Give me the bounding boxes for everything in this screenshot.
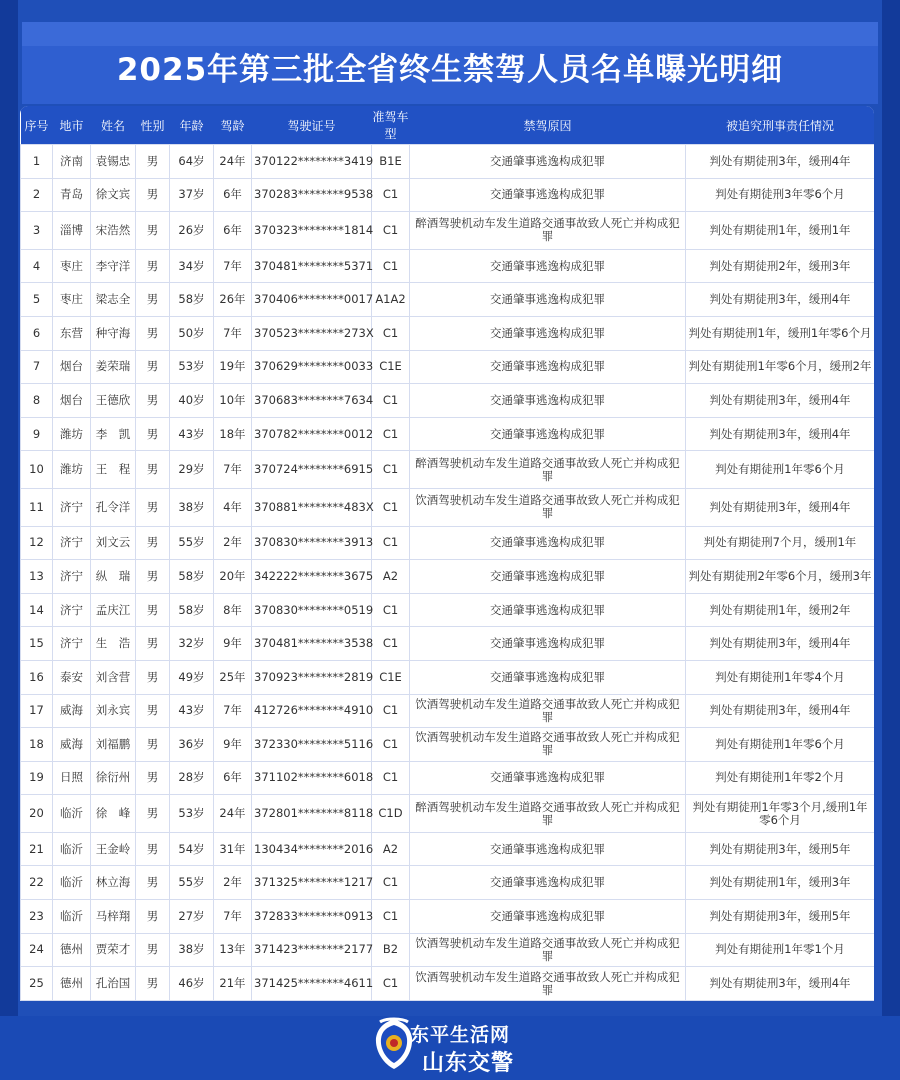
license-class-cell: C1E <box>372 350 410 384</box>
gender-cell: 男 <box>136 900 170 934</box>
gender-cell: 男 <box>136 417 170 451</box>
ban-reason-cell: 交通肇事逃逸构成犯罪 <box>410 417 686 451</box>
criminal-penalty-cell: 判处有期徒刑2年，缓刑3年 <box>686 249 875 283</box>
person-name-cell: 徐衍州 <box>91 761 136 795</box>
row-number-cell: 19 <box>21 761 53 795</box>
ban-reason-cell: 交通肇事逃逸构成犯罪 <box>410 593 686 627</box>
row-number-cell: 10 <box>21 451 53 489</box>
license-number-cell: 370406********0017 <box>252 283 372 317</box>
license-number-cell: 370523********273X <box>252 316 372 350</box>
city-cell: 威海 <box>53 694 91 728</box>
license-number-cell: 370724********6915 <box>252 451 372 489</box>
city-cell: 济南 <box>53 145 91 179</box>
license-number-cell: 372330********5116 <box>252 728 372 762</box>
license-number-cell: 370782********0012 <box>252 417 372 451</box>
license-class-cell: C1 <box>372 178 410 212</box>
license-number-cell: 372833********0913 <box>252 900 372 934</box>
criminal-penalty-cell: 判处有期徒刑1年零6个月 <box>686 728 875 762</box>
ban-reason-cell: 交通肇事逃逸构成犯罪 <box>410 627 686 661</box>
criminal-penalty-cell: 判处有期徒刑3年，缓刑4年 <box>686 488 875 526</box>
license-class-cell: C1 <box>372 694 410 728</box>
driving-years-cell: 24年 <box>214 145 252 179</box>
city-cell: 枣庄 <box>53 249 91 283</box>
driving-years-cell: 10年 <box>214 384 252 418</box>
license-class-cell: C1 <box>372 316 410 350</box>
age-cell: 26岁 <box>170 212 214 250</box>
license-number-cell: 371325********1217 <box>252 866 372 900</box>
ban-reason-cell: 交通肇事逃逸构成犯罪 <box>410 249 686 283</box>
license-class-cell: C1E <box>372 660 410 694</box>
row-number-cell: 25 <box>21 967 53 1001</box>
license-number-cell: 370683********7634 <box>252 384 372 418</box>
person-name-cell: 刘含营 <box>91 660 136 694</box>
criminal-penalty-cell: 判处有期徒刑1年，缓刑1年 <box>686 212 875 250</box>
row-number-cell: 8 <box>21 384 53 418</box>
license-number-cell: 370830********0519 <box>252 593 372 627</box>
driving-years-cell: 8年 <box>214 593 252 627</box>
city-cell: 济宁 <box>53 593 91 627</box>
criminal-penalty-cell: 判处有期徒刑3年，缓刑4年 <box>686 627 875 661</box>
criminal-penalty-cell: 判处有期徒刑3年，缓刑4年 <box>686 384 875 418</box>
license-class-cell: C1 <box>372 866 410 900</box>
license-number-cell: 370323********1814 <box>252 212 372 250</box>
age-cell: 43岁 <box>170 694 214 728</box>
row-number-cell: 24 <box>21 933 53 967</box>
city-cell: 临沂 <box>53 866 91 900</box>
table-row <box>21 145 875 179</box>
brand-name-top: 东平生活网 <box>410 1024 511 1046</box>
city-cell: 潍坊 <box>53 451 91 489</box>
table-row <box>21 795 875 833</box>
ban-reason-cell: 醉酒驾驶机动车发生道路交通事故致人死亡并构成犯罪 <box>410 212 686 250</box>
person-name-cell: 种守海 <box>91 316 136 350</box>
column-header: 地市 <box>59 118 84 133</box>
license-class-cell: C1 <box>372 488 410 526</box>
driving-years-cell: 26年 <box>214 283 252 317</box>
column-header: 性别 <box>140 118 165 133</box>
age-cell: 27岁 <box>170 900 214 934</box>
table-row <box>21 593 875 627</box>
table-row <box>21 384 875 418</box>
person-name-cell: 袁锡忠 <box>91 145 136 179</box>
row-number-cell: 7 <box>21 350 53 384</box>
city-cell: 淄博 <box>53 212 91 250</box>
license-number-cell: 370283********9538 <box>252 178 372 212</box>
column-header: 驾龄 <box>220 118 245 133</box>
driving-years-cell: 7年 <box>214 316 252 350</box>
table-row <box>21 866 875 900</box>
license-class-cell: B1E <box>372 145 410 179</box>
city-cell: 临沂 <box>53 900 91 934</box>
age-cell: 34岁 <box>170 249 214 283</box>
license-class-cell: C1 <box>372 728 410 762</box>
driving-years-cell: 7年 <box>214 249 252 283</box>
license-number-cell: 130434********2016 <box>252 832 372 866</box>
person-name-cell: 马梓翔 <box>91 900 136 934</box>
driving-years-cell: 31年 <box>214 832 252 866</box>
gender-cell: 男 <box>136 967 170 1001</box>
ban-reason-cell: 交通肇事逃逸构成犯罪 <box>410 316 686 350</box>
criminal-penalty-cell: 判处有期徒刑1年，缓刑1年零6个月 <box>686 316 875 350</box>
criminal-penalty-cell: 判处有期徒刑3年，缓刑4年 <box>686 967 875 1001</box>
brand-name-bottom: 山东交警 <box>422 1051 515 1076</box>
ban-reason-cell: 交通肇事逃逸构成犯罪 <box>410 866 686 900</box>
ban-reason-cell: 交通肇事逃逸构成犯罪 <box>410 526 686 560</box>
table-row <box>21 488 875 526</box>
table-row <box>21 212 875 250</box>
age-cell: 55岁 <box>170 526 214 560</box>
city-cell: 枣庄 <box>53 283 91 317</box>
license-number-cell: 370629********0033 <box>252 350 372 384</box>
ban-reason-cell: 饮酒驾驶机动车发生道路交通事故致人死亡并构成犯罪 <box>410 967 686 1001</box>
table-row <box>21 967 875 1001</box>
person-name-cell: 徐文宾 <box>91 178 136 212</box>
row-number-cell: 16 <box>21 660 53 694</box>
license-number-cell: 372801********8118 <box>252 795 372 833</box>
person-name-cell: 李守洋 <box>91 249 136 283</box>
column-header: 禁驾原因 <box>523 118 572 133</box>
criminal-penalty-cell: 判处有期徒刑1年零6个月，缓刑2年 <box>686 350 875 384</box>
license-number-cell: 370481********5371 <box>252 249 372 283</box>
gender-cell: 男 <box>136 660 170 694</box>
person-name-cell: 王金岭 <box>91 832 136 866</box>
city-cell: 德州 <box>53 933 91 967</box>
city-cell: 临沂 <box>53 795 91 833</box>
ban-reason-cell: 交通肇事逃逸构成犯罪 <box>410 560 686 594</box>
row-number-cell: 9 <box>21 417 53 451</box>
person-name-cell: 生 浩 <box>91 627 136 661</box>
ban-reason-cell: 交通肇事逃逸构成犯罪 <box>410 178 686 212</box>
table-row <box>21 350 875 384</box>
table-row <box>21 728 875 762</box>
criminal-penalty-cell: 判处有期徒刑3年，缓刑4年 <box>686 417 875 451</box>
age-cell: 32岁 <box>170 627 214 661</box>
gender-cell: 男 <box>136 560 170 594</box>
license-number-cell: 370830********3913 <box>252 526 372 560</box>
criminal-penalty-cell: 判处有期徒刑3年，缓刑5年 <box>686 832 875 866</box>
ban-reason-cell: 交通肇事逃逸构成犯罪 <box>410 660 686 694</box>
driving-years-cell: 7年 <box>214 451 252 489</box>
age-cell: 49岁 <box>170 660 214 694</box>
age-cell: 55岁 <box>170 866 214 900</box>
gender-cell: 男 <box>136 694 170 728</box>
table-body <box>21 145 875 1001</box>
city-cell: 济宁 <box>53 627 91 661</box>
city-cell: 青岛 <box>53 178 91 212</box>
criminal-penalty-cell: 判处有期徒刑3年，缓刑4年 <box>686 145 875 179</box>
column-header: 序号 <box>24 118 49 133</box>
person-name-cell: 李 凯 <box>91 417 136 451</box>
person-name-cell: 梁志全 <box>91 283 136 317</box>
license-class-cell: C1 <box>372 900 410 934</box>
license-class-cell: A2 <box>372 832 410 866</box>
table-row <box>21 627 875 661</box>
gender-cell: 男 <box>136 832 170 866</box>
license-class-cell: C1 <box>372 451 410 489</box>
row-number-cell: 2 <box>21 178 53 212</box>
row-number-cell: 12 <box>21 526 53 560</box>
column-header: 驾驶证号 <box>287 118 336 133</box>
table-row <box>21 694 875 728</box>
license-number-cell: 370481********3538 <box>252 627 372 661</box>
driving-years-cell: 4年 <box>214 488 252 526</box>
driving-years-cell: 9年 <box>214 728 252 762</box>
gender-cell: 男 <box>136 593 170 627</box>
person-name-cell: 纵 瑞 <box>91 560 136 594</box>
age-cell: 40岁 <box>170 384 214 418</box>
person-name-cell: 刘文云 <box>91 526 136 560</box>
gender-cell: 男 <box>136 384 170 418</box>
age-cell: 54岁 <box>170 832 214 866</box>
license-number-cell: 371102********6018 <box>252 761 372 795</box>
gender-cell: 男 <box>136 933 170 967</box>
left-border-decoration <box>0 0 18 1080</box>
table-row <box>21 560 875 594</box>
right-border-decoration <box>882 0 900 1080</box>
table-row <box>21 761 875 795</box>
license-class-cell: B2 <box>372 933 410 967</box>
table-row <box>21 283 875 317</box>
license-class-cell: C1 <box>372 212 410 250</box>
row-number-cell: 5 <box>21 283 53 317</box>
gender-cell: 男 <box>136 451 170 489</box>
city-cell: 潍坊 <box>53 417 91 451</box>
license-class-cell: C1 <box>372 627 410 661</box>
table-row <box>21 417 875 451</box>
city-cell: 济宁 <box>53 526 91 560</box>
row-number-cell: 17 <box>21 694 53 728</box>
driving-years-cell: 9年 <box>214 627 252 661</box>
city-cell: 泰安 <box>53 660 91 694</box>
table-row <box>21 526 875 560</box>
gender-cell: 男 <box>136 178 170 212</box>
person-name-cell: 刘永宾 <box>91 694 136 728</box>
row-number-cell: 11 <box>21 488 53 526</box>
criminal-penalty-cell: 判处有期徒刑1年，缓刑3年 <box>686 866 875 900</box>
gender-cell: 男 <box>136 866 170 900</box>
driving-years-cell: 20年 <box>214 560 252 594</box>
criminal-penalty-cell: 判处有期徒刑1年零2个月 <box>686 761 875 795</box>
person-name-cell: 贾荣才 <box>91 933 136 967</box>
age-cell: 37岁 <box>170 178 214 212</box>
city-cell: 临沂 <box>53 832 91 866</box>
ban-reason-cell: 交通肇事逃逸构成犯罪 <box>410 832 686 866</box>
person-name-cell: 徐 峰 <box>91 795 136 833</box>
gender-cell: 男 <box>136 795 170 833</box>
city-cell: 济宁 <box>53 488 91 526</box>
criminal-penalty-cell: 判处有期徒刑1年零6个月 <box>686 451 875 489</box>
row-number-cell: 4 <box>21 249 53 283</box>
ban-reason-cell: 饮酒驾驶机动车发生道路交通事故致人死亡并构成犯罪 <box>410 694 686 728</box>
city-cell: 烟台 <box>53 384 91 418</box>
age-cell: 38岁 <box>170 488 214 526</box>
driving-years-cell: 21年 <box>214 967 252 1001</box>
table-row <box>21 249 875 283</box>
criminal-penalty-cell: 判处有期徒刑1年零4个月 <box>686 660 875 694</box>
column-header: 年龄 <box>179 118 204 133</box>
age-cell: 58岁 <box>170 283 214 317</box>
age-cell: 38岁 <box>170 933 214 967</box>
gender-cell: 男 <box>136 249 170 283</box>
license-number-cell: 371425********4611 <box>252 967 372 1001</box>
gender-cell: 男 <box>136 627 170 661</box>
age-cell: 43岁 <box>170 417 214 451</box>
age-cell: 58岁 <box>170 560 214 594</box>
table-row <box>21 660 875 694</box>
license-number-cell: 412726********4910 <box>252 694 372 728</box>
gender-cell: 男 <box>136 316 170 350</box>
ban-reason-cell: 交通肇事逃逸构成犯罪 <box>410 384 686 418</box>
driving-years-cell: 25年 <box>214 660 252 694</box>
criminal-penalty-cell: 判处有期徒刑1年，缓刑2年 <box>686 593 875 627</box>
age-cell: 53岁 <box>170 795 214 833</box>
ban-reason-cell: 交通肇事逃逸构成犯罪 <box>410 350 686 384</box>
criminal-penalty-cell: 判处有期徒刑2年零6个月，缓刑3年 <box>686 560 875 594</box>
gender-cell: 男 <box>136 761 170 795</box>
table-row <box>21 933 875 967</box>
criminal-penalty-cell: 判处有期徒刑3年零6个月 <box>686 178 875 212</box>
gender-cell: 男 <box>136 488 170 526</box>
ban-reason-cell: 饮酒驾驶机动车发生道路交通事故致人死亡并构成犯罪 <box>410 728 686 762</box>
row-number-cell: 3 <box>21 212 53 250</box>
license-number-cell: 370923********2819 <box>252 660 372 694</box>
license-class-cell: C1D <box>372 795 410 833</box>
table-row <box>21 451 875 489</box>
row-number-cell: 20 <box>21 795 53 833</box>
criminal-penalty-cell: 判处有期徒刑3年，缓刑5年 <box>686 900 875 934</box>
license-class-cell: C1 <box>372 761 410 795</box>
row-number-cell: 6 <box>21 316 53 350</box>
age-cell: 53岁 <box>170 350 214 384</box>
row-number-cell: 14 <box>21 593 53 627</box>
ban-reason-cell: 交通肇事逃逸构成犯罪 <box>410 283 686 317</box>
ban-reason-cell: 交通肇事逃逸构成犯罪 <box>410 761 686 795</box>
city-cell: 日照 <box>53 761 91 795</box>
city-cell: 德州 <box>53 967 91 1001</box>
license-number-cell: 370881********483X <box>252 488 372 526</box>
row-number-cell: 18 <box>21 728 53 762</box>
row-number-cell: 13 <box>21 560 53 594</box>
criminal-penalty-cell: 判处有期徒刑1年零3个月,缓刑1年零6个月 <box>686 795 875 833</box>
person-name-cell: 刘福鹏 <box>91 728 136 762</box>
license-number-cell: 370122********3419 <box>252 145 372 179</box>
driving-years-cell: 7年 <box>214 694 252 728</box>
ban-reason-cell: 交通肇事逃逸构成犯罪 <box>410 145 686 179</box>
license-class-cell: C1 <box>372 249 410 283</box>
ban-reason-cell: 醉酒驾驶机动车发生道路交通事故致人死亡并构成犯罪 <box>410 795 686 833</box>
driving-years-cell: 6年 <box>214 212 252 250</box>
license-class-cell: C1 <box>372 417 410 451</box>
ban-reason-cell: 交通肇事逃逸构成犯罪 <box>410 900 686 934</box>
table-row <box>21 178 875 212</box>
person-name-cell: 宋浩然 <box>91 212 136 250</box>
license-class-cell: A2 <box>372 560 410 594</box>
driving-years-cell: 7年 <box>214 900 252 934</box>
table-row <box>21 832 875 866</box>
gender-cell: 男 <box>136 350 170 384</box>
criminal-penalty-cell: 判处有期徒刑1年零1个月 <box>686 933 875 967</box>
license-number-cell: 342222********3675 <box>252 560 372 594</box>
license-class-cell: C1 <box>372 593 410 627</box>
row-number-cell: 22 <box>21 866 53 900</box>
row-number-cell: 15 <box>21 627 53 661</box>
age-cell: 29岁 <box>170 451 214 489</box>
row-number-cell: 1 <box>21 145 53 179</box>
city-cell: 威海 <box>53 728 91 762</box>
license-class-cell: C1 <box>372 384 410 418</box>
driving-years-cell: 6年 <box>214 761 252 795</box>
person-name-cell: 王德欣 <box>91 384 136 418</box>
person-name-cell: 王 程 <box>91 451 136 489</box>
age-cell: 28岁 <box>170 761 214 795</box>
table-header-row <box>21 106 875 145</box>
age-cell: 36岁 <box>170 728 214 762</box>
person-name-cell: 孟庆江 <box>91 593 136 627</box>
column-header: 被追究刑事责任情况 <box>725 118 834 133</box>
person-name-cell: 林立海 <box>91 866 136 900</box>
driving-years-cell: 2年 <box>214 526 252 560</box>
city-cell: 东营 <box>53 316 91 350</box>
city-cell: 济宁 <box>53 560 91 594</box>
gender-cell: 男 <box>136 728 170 762</box>
person-name-cell: 孔令洋 <box>91 488 136 526</box>
gender-cell: 男 <box>136 212 170 250</box>
criminal-penalty-cell: 判处有期徒刑3年，缓刑4年 <box>686 694 875 728</box>
driving-years-cell: 13年 <box>214 933 252 967</box>
person-name-cell: 姜荣瑞 <box>91 350 136 384</box>
license-class-cell: C1 <box>372 526 410 560</box>
row-number-cell: 21 <box>21 832 53 866</box>
row-number-cell: 23 <box>21 900 53 934</box>
ban-list-table <box>20 106 874 1001</box>
driving-years-cell: 6年 <box>214 178 252 212</box>
age-cell: 46岁 <box>170 967 214 1001</box>
table-row <box>21 900 875 934</box>
driving-years-cell: 2年 <box>214 866 252 900</box>
license-number-cell: 371423********2177 <box>252 933 372 967</box>
city-cell: 烟台 <box>53 350 91 384</box>
license-class-cell: A1A2 <box>372 283 410 317</box>
age-cell: 64岁 <box>170 145 214 179</box>
gender-cell: 男 <box>136 283 170 317</box>
table-row <box>21 316 875 350</box>
ban-list-table-container <box>20 106 874 1001</box>
page-title: 2025年第三批全省终生禁驾人员名单曝光明细 <box>116 52 784 88</box>
criminal-penalty-cell: 判处有期徒刑3年，缓刑4年 <box>686 283 875 317</box>
column-header: 准驾车型 <box>372 110 409 141</box>
driving-years-cell: 19年 <box>214 350 252 384</box>
gender-cell: 男 <box>136 145 170 179</box>
column-header: 姓名 <box>100 118 125 133</box>
ban-reason-cell: 饮酒驾驶机动车发生道路交通事故致人死亡并构成犯罪 <box>410 488 686 526</box>
driving-years-cell: 18年 <box>214 417 252 451</box>
ban-reason-cell: 醉酒驾驶机动车发生道路交通事故致人死亡并构成犯罪 <box>410 451 686 489</box>
criminal-penalty-cell: 判处有期徒刑7个月，缓刑1年 <box>686 526 875 560</box>
driving-years-cell: 24年 <box>214 795 252 833</box>
age-cell: 50岁 <box>170 316 214 350</box>
gender-cell: 男 <box>136 526 170 560</box>
age-cell: 58岁 <box>170 593 214 627</box>
license-class-cell: C1 <box>372 967 410 1001</box>
ban-reason-cell: 饮酒驾驶机动车发生道路交通事故致人死亡并构成犯罪 <box>410 933 686 967</box>
person-name-cell: 孔治国 <box>91 967 136 1001</box>
